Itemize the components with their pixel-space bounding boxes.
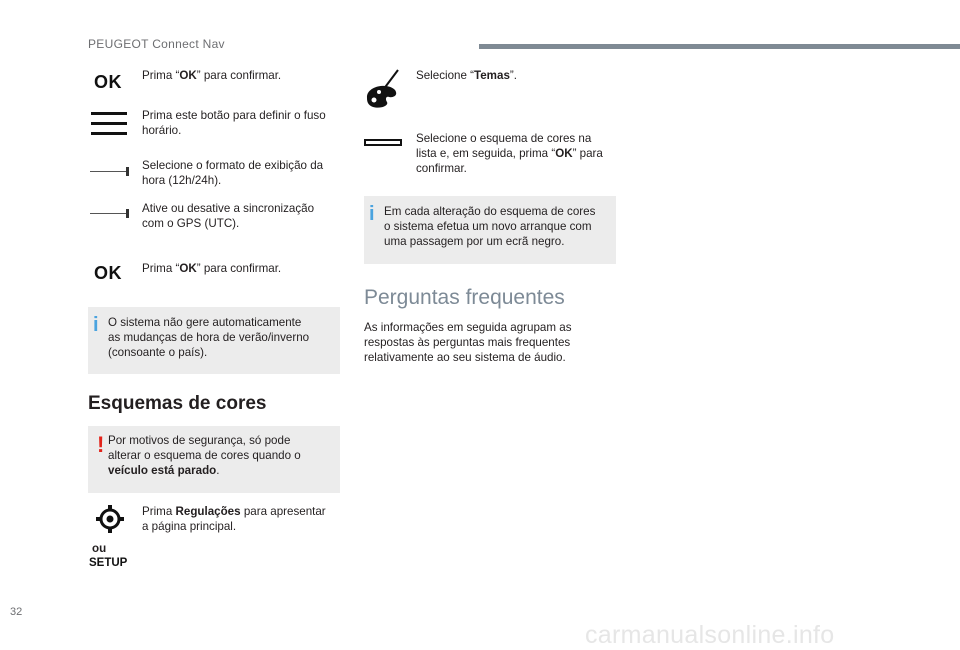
info-box: [364, 196, 616, 264]
page-number: 32: [10, 606, 23, 618]
settings-instruction: Prima Regulações para apresentar a página principal.: [142, 505, 326, 533]
timezone-instruction: Prima este botão para definir o fuso horário.: [142, 109, 326, 137]
slider-line-icon: [90, 167, 130, 177]
info-text: Em cada alteração do esquema de cores o sistema efetua um novo arranque com uma passagem por um ecrã negro.: [384, 205, 596, 248]
faq-title: Perguntas frequentes: [364, 286, 565, 309]
gps-instruction: Ative ou desative a sincronização com o GPS (UTC).: [142, 202, 315, 230]
header-bar: [479, 44, 960, 49]
header-title: PEUGEOT Connect Nav: [88, 37, 225, 51]
section-title: Esquemas de cores: [88, 393, 267, 414]
ok-icon: OK: [94, 263, 122, 283]
scheme-instruction: Selecione o esquema de cores na lista e, em seguida, prima “OK” para confirmar.: [416, 132, 603, 175]
format-instruction: Selecione o formato de exibição da hora (12h/24h).: [142, 159, 324, 187]
gear-icon: [96, 505, 124, 533]
ok-instruction: Prima “OK” para confirmar.: [142, 262, 282, 275]
or-label: ou: [92, 542, 107, 555]
faq-text: As informações em seguida agrupam as respostas às perguntas mais frequentes relativamente ao seu sistema de áudio.: [364, 321, 572, 364]
warning-text: Por motivos de segurança, só pode alterar o esquema de cores quando o veículo está parado.: [108, 434, 301, 477]
info-icon: i: [93, 314, 99, 336]
palette-icon: [362, 68, 402, 110]
wide-bar-icon: [364, 139, 402, 146]
warning-icon: !: [97, 432, 105, 457]
warning-box: [88, 426, 340, 493]
info-box: [88, 307, 340, 374]
info-text: O sistema não gere automaticamente as mudanças de hora de verão/inverno (consoante o país).: [108, 316, 310, 359]
menu-icon: [91, 112, 127, 142]
watermark: carmanualsonline.info: [585, 621, 835, 649]
setup-label: SETUP: [89, 557, 128, 569]
ok-instruction: Prima “OK” para confirmar.: [142, 69, 282, 82]
info-icon: i: [369, 203, 375, 225]
slider-line-icon: [90, 209, 130, 219]
ok-icon: OK: [94, 72, 122, 92]
themes-instruction: Selecione “Temas”.: [416, 69, 517, 82]
